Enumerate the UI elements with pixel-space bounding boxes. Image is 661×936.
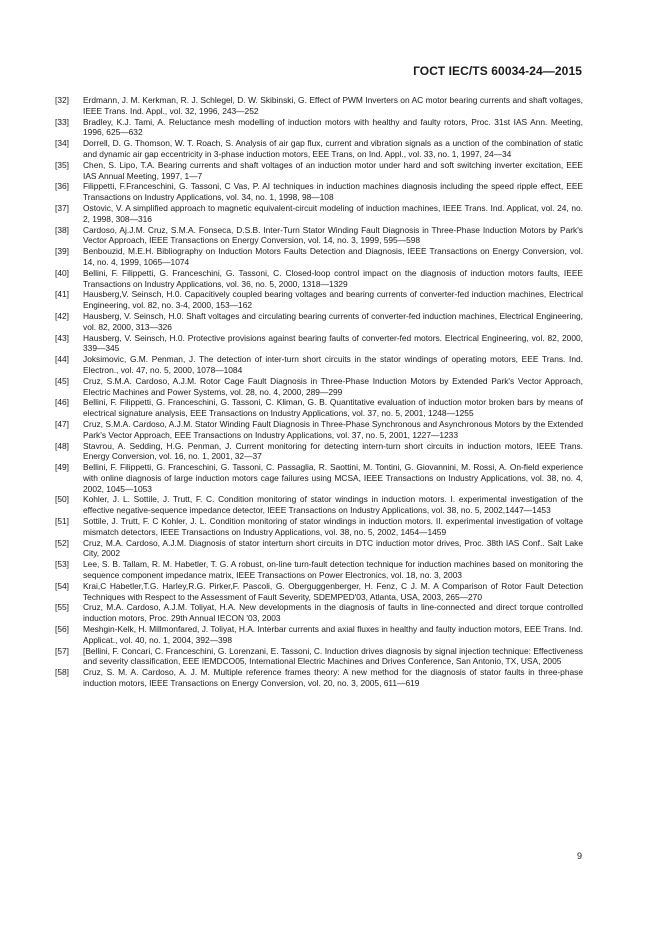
reference-number: [42] [55,310,69,321]
reference-number: [36] [55,181,69,192]
reference-text: Benbouzid, M.E.H. Bibliography on Induction Motors Faults Detection and Diagnosis, IEEE Transactions on Energy Conversion, vol. 14, no. 4, 1999, 1065—1074 [83,246,583,267]
reference-item [55,311,583,333]
reference-text: Bellini, F. Filippetti, G. Franceschini, G. Tassoni, C. Closed-loop control impact on the diagnosis of induction motors faults, IEEE Transactions on Industry Applications, vol. 36, no. 5, 2000, 1318—1329 [83,267,583,289]
reference-item [55,203,583,225]
reference-item [55,538,583,560]
reference-number: [47] [55,418,69,429]
reference-number: [40] [55,267,69,278]
page-number: 9 [576,851,582,861]
reference-item [55,246,583,268]
reference-text: Dorrell, D. G. Thomson, W. T. Roach, S. Analysis of air gap flux, current and vibration signals as a unction of the combination of static and dynamic air gap eccentricity in 3-phase induction motors, EEE Trans, on Ind. Appl., vol. 33, no. 1, 1997, 24—34 [83,138,583,159]
reference-text: Hausberg, V. Seinsch, H.0. Shaft voltages and circulating bearing currents of converter-fed induction machines, Electrical Engineering, vol. 82, 2000, 313—326 [83,310,583,332]
reference-number: [35] [55,159,69,170]
reference-text: Joksimovic, G.M. Penman, J. The detection of inter-turn short circuits in the stator windings of operating motors, EEE Trans. Ind. Electron., vol. 47, no. 5, 2000, 1078—1084 [83,354,583,375]
reference-number: [49] [55,462,69,473]
reference-item [55,268,583,290]
reference-item [55,95,583,117]
reference-item [55,419,583,441]
reference-item [55,289,583,311]
reference-text: Bellini, F. Filippetti, G. Franceschini, G. Tassoni, C. Kliman, G. B. Quantitative evaluation of induction motor broken bars by means of electrical signature analysis, EEE Transactions on Industry Applications, vol. 37, no. 5, 2001, 1248—1255 [83,397,583,419]
reference-number: [32] [55,95,69,105]
reference-text: Cruz, M.A. Cardoso, A.J.M. Toliyat, H.A. New developments in the diagnosis of faults in line-connected and direct torque controlled induction motors, Proc. 29th Annual IECON '03, 2003 [83,602,583,624]
reference-item [55,138,583,160]
reference-list [55,95,583,689]
reference-number: [48] [55,440,69,451]
reference-number: [58] [55,667,69,678]
reference-item [55,462,583,494]
reference-item [55,494,583,516]
reference-text: Filippetti, F.Franceschini, G. Tassoni, C Vas, P. AI techniques in induction machines diagnosis including the speed ripple effect, EEE Transactions on Industry Applications, vol. 34, no. 1, 1998, 98—108 [83,181,583,203]
reference-number: [57] [55,645,69,656]
reference-text: Kohler, J. L. Sottile, J. Trutt, F. C. Condition monitoring of stator windings in induction motors. I. experimental investigation of the effective negative-sequence impedance detector, IEEE Transactions on Industry Applications, vol. 38, no. 5, 2002,1447—1453 [83,494,583,516]
reference-text: Cruz, S.M.A. Cardoso, A.J.M. Rotor Cage Fault Diagnosis in Three-Phase Induction Motors by Extended Park's Vector Approach, Electric Machines and Power Systems, vol. 28, no. 4, 2000, 289—299 [83,375,583,397]
reference-number: [52] [55,537,69,548]
reference-number: [41] [55,289,69,300]
reference-item [55,559,583,581]
reference-text: Bradley, K.J. Tami, A. Reluctance mesh modelling of induction motors with healthy and faulty rotors, Proc. 31st IAS Ann. Meeting, 1996, 625—632 [83,116,583,138]
reference-item [55,225,583,247]
reference-item [55,667,583,689]
reference-item [55,160,583,182]
reference-item [55,181,583,203]
reference-number: [38] [55,224,69,235]
reference-number: [34] [55,138,69,149]
reference-text: Lee, S. B. Tallam, R. M. Habetler, T. G. A robust, on-line turn-fault detection technique for induction machines based on monitoring the sequence component impedance matrix, IEEE Transactions on Power Electronics, vol. 18, no. 3, 2003 [83,559,583,581]
reference-text: Sottile, J. Trutt, F. C Kohler, J. L. Condition monitoring of stator windings in induction motors. II. experimental investigation of voltage mismatch detectors, IEEE Transactions on Industry Applications, vol. 38, no. 5, 2002, 1454—1459 [83,516,583,537]
reference-item [55,581,583,603]
reference-number: [53] [55,559,69,570]
standard-designation: ГОСТ IEC/TS 60034-24—2015 [413,64,582,78]
reference-text: Cardoso, Aj.J.M. Cruz, S.M.A. Fonseca, D.S.B. Inter-Turn Stator Winding Fault Diagnosis in Three-Phase Induction Motors by Park's Vector Approach, IEEE Transactions on Energy Conversion, vol. 14, no. 3, 1999, 595—598 [83,224,583,246]
reference-item [55,117,583,139]
reference-text: Chen, S. Lipo, T.A. Bearing currents and shaft voltages of an induction motor under hard and soft switching inverter excitation, EEE IAS Annual Meeting, 1997, 1—7 [83,159,583,181]
reference-text: [Bellini, F. Concari, C. Franceschini, G. Lorenzani, E. Tassoni, C. Induction drives diagnosis by signal injection technique: Effectiveness and severity classification, EEE IEMDCO05, International Electric Machines and Drives Conference, San Antonio, TX, USA, 2005 [83,645,583,667]
reference-number: [39] [55,246,69,257]
reference-text: Cruz, S. M. A. Cardoso, A. J. M. Multiple reference frames theory: A new method for the diagnosis of stator faults in three-phase induction motors, IEEE Transactions on Energy Conversion, vol. 20, no. 3, 2005, 611—619 [83,667,583,689]
reference-number: [50] [55,494,69,505]
reference-number: [45] [55,375,69,386]
reference-number: [51] [55,516,69,527]
reference-text: Meshgin-Kelk, H. Millmonfared, J. Toliyat, H.A. Interbar currents and axial fluxes in healthy and faulty induction motors, EEE Trans. Ind. Applicat., vol. 40, no. 1, 2004, 392—398 [83,624,583,645]
reference-item [55,397,583,419]
reference-number: [56] [55,624,69,635]
reference-item [55,624,583,646]
reference-number: [33] [55,116,69,127]
reference-item [55,646,583,668]
reference-item [55,354,583,376]
reference-item [55,376,583,398]
reference-number: [55] [55,602,69,613]
reference-text: Bellini, F. Filippetti, G. Franceschini, G. Tassoni, C. Passaglia, R. Saottini, M. Tontini, G. Giovannini, M. Rossi, A. On-field experience with online diagnosis of large induction motors cage failures using MCSA, IEEE Transactions on Industry Applications, vol. 38, no. 4, 2002, 1045—1053 [83,462,583,494]
reference-number: [46] [55,397,69,408]
reference-text: Stavrou, A. Sedding, H.G. Penman, J. Current monitoring for detecting intern-turn short circuits in induction motors, IEEE Trans. Energy Conversion, vol. 16, no. 1, 2001, 32—37 [83,440,583,462]
reference-text: Cruz, M.A. Cardoso, A.J.M. Diagnosis of stator interturn short circuits in DTC induction motor drives, Proc. 38th IAS Conf.. Salt Lake City, 2002 [83,537,583,559]
reference-item [55,602,583,624]
reference-text: Krai,C Habetler,T.G. Harley,R.G. Pirker,F. Pascoli, G. Oberguggenberger, H. Fenz, C J. M. A Comparison of Rotor Fault Detection Techniques with Respect to the Assessment of Fault Severity, SDEMPED'03, Atlanta, USA, 2003, 265—270 [83,580,583,602]
reference-number: [44] [55,354,69,365]
reference-number: [54] [55,580,69,591]
reference-text: Erdmann, J. M. Kerkman, R. J. Schlegel, D. W. Skibinski, G. Effect of PWM Inverters on AC motor bearing currents and shaft voltages, IEEE Trans. Ind. Appl., vol. 32, 1996, 243—252 [83,95,583,116]
reference-text: Hausberg, V. Seinsch, H.0. Protective provisions against bearing faults of converter-fed motors. Electrical Engineering, vol. 82, 2000, 339—345 [83,332,583,354]
reference-text: Cruz, S.M.A. Cardoso, A.J.M. Stator Winding Fault Diagnosis in Three-Phase Synchronous and Asynchronous Motors by the Extended Park's Vector Approach, EEE Transactions on Industry Applications, vol. 37, no. 5, 2001, 1227—1233 [83,418,583,440]
reference-number: [43] [55,332,69,343]
reference-item [55,333,583,355]
reference-text: Ostovic, V. A simplified approach to magnetic equivalent-circuit modeling of induction machines, IEEE Trans. Ind. Applicat, vol. 24, no. 2, 1998, 308—316 [83,202,583,224]
reference-text: Hausberg,V. Seinsch, H.0. Capacitively coupled bearing voltages and bearing currents of converter-fed induction machines, Electrical Engineering, vol. 82, no. 3-4, 2000, 153—162 [83,289,583,311]
reference-item [55,441,583,463]
reference-number: [37] [55,202,69,213]
reference-item [55,516,583,538]
